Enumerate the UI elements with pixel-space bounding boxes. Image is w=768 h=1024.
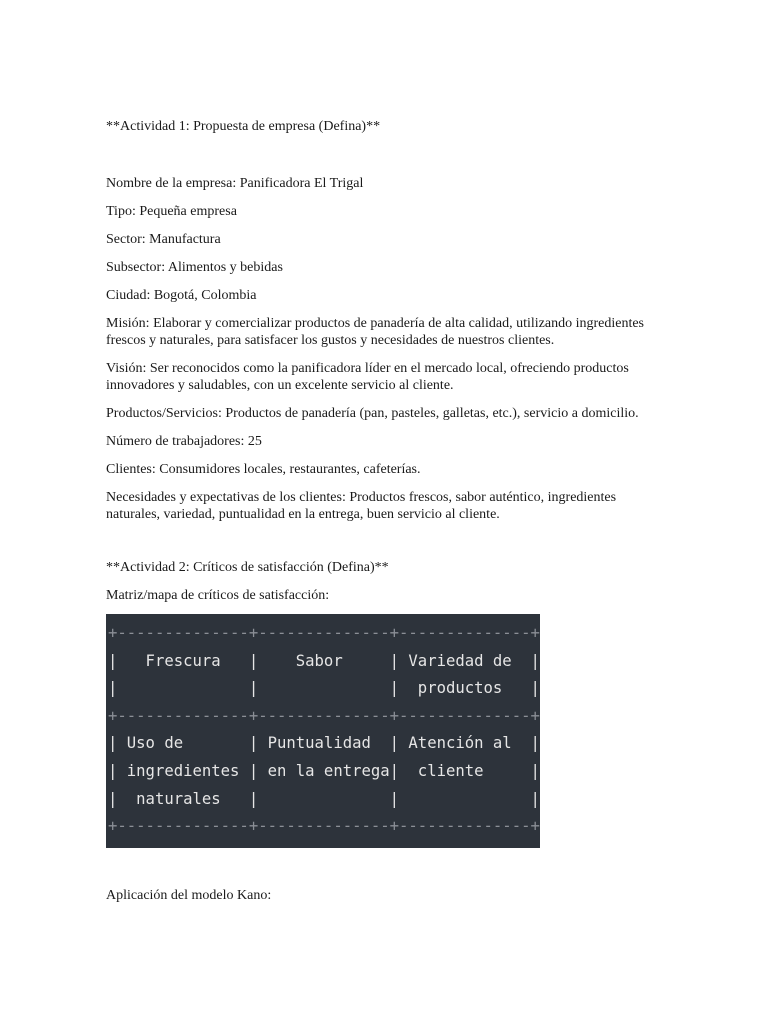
- field-mission: Misión: Elaborar y comercializar productos de panadería de alta calidad, utilizando ingredientes frescos y naturales, para satisfacer los gustos y necesidades de nuestros clientes.: [106, 316, 645, 348]
- field-sector: Sector: Manufactura: [106, 232, 221, 247]
- field-clients: Clientes: Consumidores locales, restaurantes, cafeterías.: [106, 462, 421, 477]
- matrix-line: | naturales | | |: [108, 789, 540, 808]
- company-fields: [106, 175, 666, 523]
- matrix-line: +--------------+--------------+--------------+: [108, 817, 540, 836]
- activity2-heading: **Actividad 2: Críticos de satisfacción (Defina)**: [106, 560, 389, 575]
- matrix-line: +--------------+--------------+--------------+: [108, 624, 540, 642]
- matrix-line: | ingredientes | en la entrega| cliente |: [108, 761, 540, 780]
- field-city: Ciudad: Bogotá, Colombia: [106, 288, 257, 303]
- document-page: [106, 118, 666, 904]
- matrix-line: | Uso de | Puntualidad | Atención al |: [108, 734, 540, 753]
- activity1-heading: **Actividad 1: Propuesta de empresa (Defina)**: [106, 119, 381, 134]
- matrix-line: +--------------+--------------+--------------+: [108, 706, 540, 725]
- field-needs: Necesidades y expectativas de los clientes: Productos frescos, sabor auténtico, ingredientes naturales, variedad, puntualidad en la entrega, buen servicio al cliente.: [106, 490, 617, 522]
- field-workers: Número de trabajadores: 25: [106, 434, 262, 449]
- field-subsector: Subsector: Alimentos y bebidas: [106, 260, 283, 275]
- matrix-line: | | | productos |: [108, 679, 540, 698]
- satisfaction-matrix-code-block: [106, 614, 540, 848]
- field-company-name: Nombre de la empresa: Panificadora El Trigal: [106, 176, 364, 191]
- field-products: Productos/Servicios: Productos de panadería (pan, pasteles, galletas, etc.), servicio a domicilio.: [106, 406, 639, 421]
- matrix-caption: Matriz/mapa de críticos de satisfacción:: [106, 588, 330, 603]
- field-vision: Visión: Ser reconocidos como la panificadora líder en el mercado local, ofreciendo productos innovadores y saludables, con un excelente servicio al cliente.: [106, 361, 629, 393]
- kano-label: Aplicación del modelo Kano:: [106, 888, 272, 903]
- matrix-line: | Frescura | Sabor | Variedad de |: [108, 651, 540, 670]
- field-type: Tipo: Pequeña empresa: [106, 204, 237, 219]
